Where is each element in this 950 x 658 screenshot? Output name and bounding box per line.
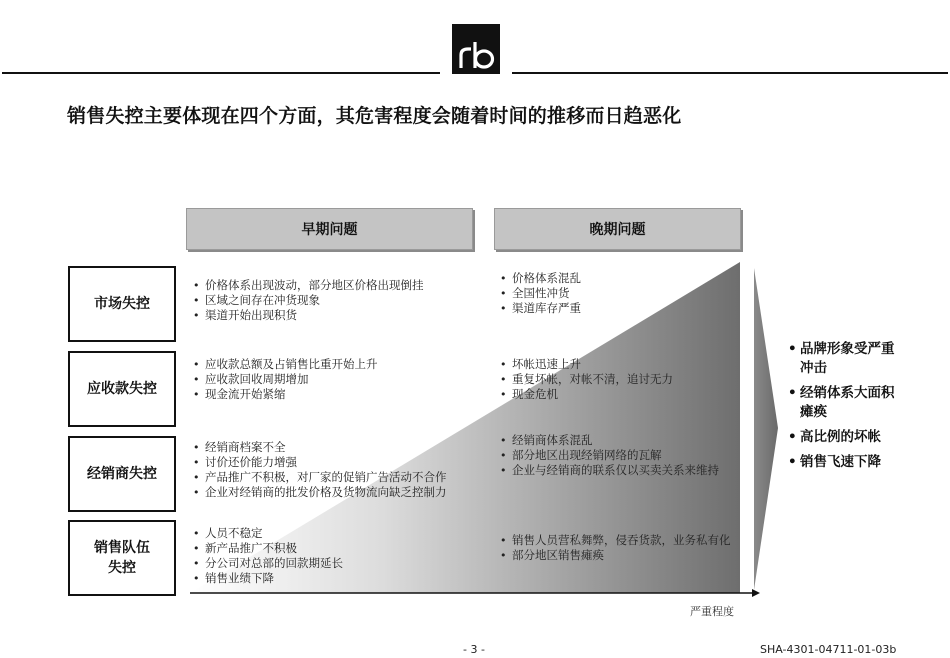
- list-item: • 坏帐迅速上升: [500, 357, 740, 372]
- column-header-early: 早期问题: [186, 208, 473, 250]
- list-item: • 应收款总额及占销售比重开始上升: [193, 357, 478, 372]
- result-item: • 高比例的坏帐: [788, 428, 898, 447]
- page-number: - 3 -: [463, 643, 485, 656]
- list-item: • 经销商档案不全: [193, 440, 483, 455]
- column-header-late: 晚期问题: [494, 208, 741, 250]
- list-item: • 区域之间存在冲货现象: [193, 293, 478, 308]
- list-item: • 新产品推广不积极: [193, 541, 478, 556]
- early-list-salesforce: [193, 526, 478, 586]
- early-list-dealers: [193, 440, 483, 500]
- list-item: • 经销商体系混乱: [500, 433, 740, 448]
- row-label-dealers: 经销商失控: [68, 436, 176, 512]
- list-item: • 应收款回收周期增加: [193, 372, 478, 387]
- result-item: • 品牌形象受严重冲击: [788, 340, 898, 378]
- list-item: • 产品推广不积极，对厂家的促销广告活动不合作: [193, 470, 483, 485]
- list-item: • 现金流开始紧缩: [193, 387, 478, 402]
- x-axis-arrowhead: [752, 589, 760, 597]
- early-list-receivables: [193, 357, 478, 402]
- list-item: • 部分地区销售瘫痪: [500, 548, 736, 563]
- early-list-market: [193, 278, 478, 323]
- list-item: • 价格体系出现波动，部分地区价格出现倒挂: [193, 278, 478, 293]
- document-code: SHA-4301-04711-01-03b: [760, 643, 897, 656]
- list-item: • 销售人员营私舞弊，侵吞货款，业务私有化: [500, 533, 736, 548]
- list-item: • 人员不稳定: [193, 526, 478, 541]
- list-item: • 渠道开始出现积货: [193, 308, 478, 323]
- list-item: • 部分地区出现经销网络的瓦解: [500, 448, 740, 463]
- result-arrow: [754, 268, 778, 590]
- list-item: • 企业对经销商的批发价格及货物流向缺乏控制力: [193, 485, 483, 500]
- late-list-receivables: [500, 357, 740, 402]
- list-item: • 企业与经销商的联系仅以买卖关系来维持: [500, 463, 740, 478]
- late-list-salesforce: [500, 533, 736, 563]
- list-item: • 分公司对总部的回款期延长: [193, 556, 478, 571]
- list-item: • 渠道库存严重: [500, 301, 740, 316]
- late-list-market: [500, 271, 740, 316]
- list-item: • 重复坏帐，对帐不清，追讨无力: [500, 372, 740, 387]
- list-item: • 销售业绩下降: [193, 571, 478, 586]
- list-item: • 现金危机: [500, 387, 740, 402]
- late-list-dealers: [500, 433, 740, 478]
- row-label-market: 市场失控: [68, 266, 176, 342]
- results-list: [788, 340, 898, 478]
- row-label-receivables: 应收款失控: [68, 351, 176, 427]
- page-title: 销售失控主要体现在四个方面，其危害程度会随着时间的推移而日趋恶化: [67, 105, 682, 127]
- result-item: • 经销体系大面积瘫痪: [788, 384, 898, 422]
- row-label-salesforce: 销售队伍 失控: [68, 520, 176, 596]
- list-item: • 价格体系混乱: [500, 271, 740, 286]
- list-item: • 讨价还价能力增强: [193, 455, 483, 470]
- x-axis-label: 严重程度: [690, 605, 734, 618]
- result-item: • 销售飞速下降: [788, 453, 898, 472]
- list-item: • 全国性冲货: [500, 286, 740, 301]
